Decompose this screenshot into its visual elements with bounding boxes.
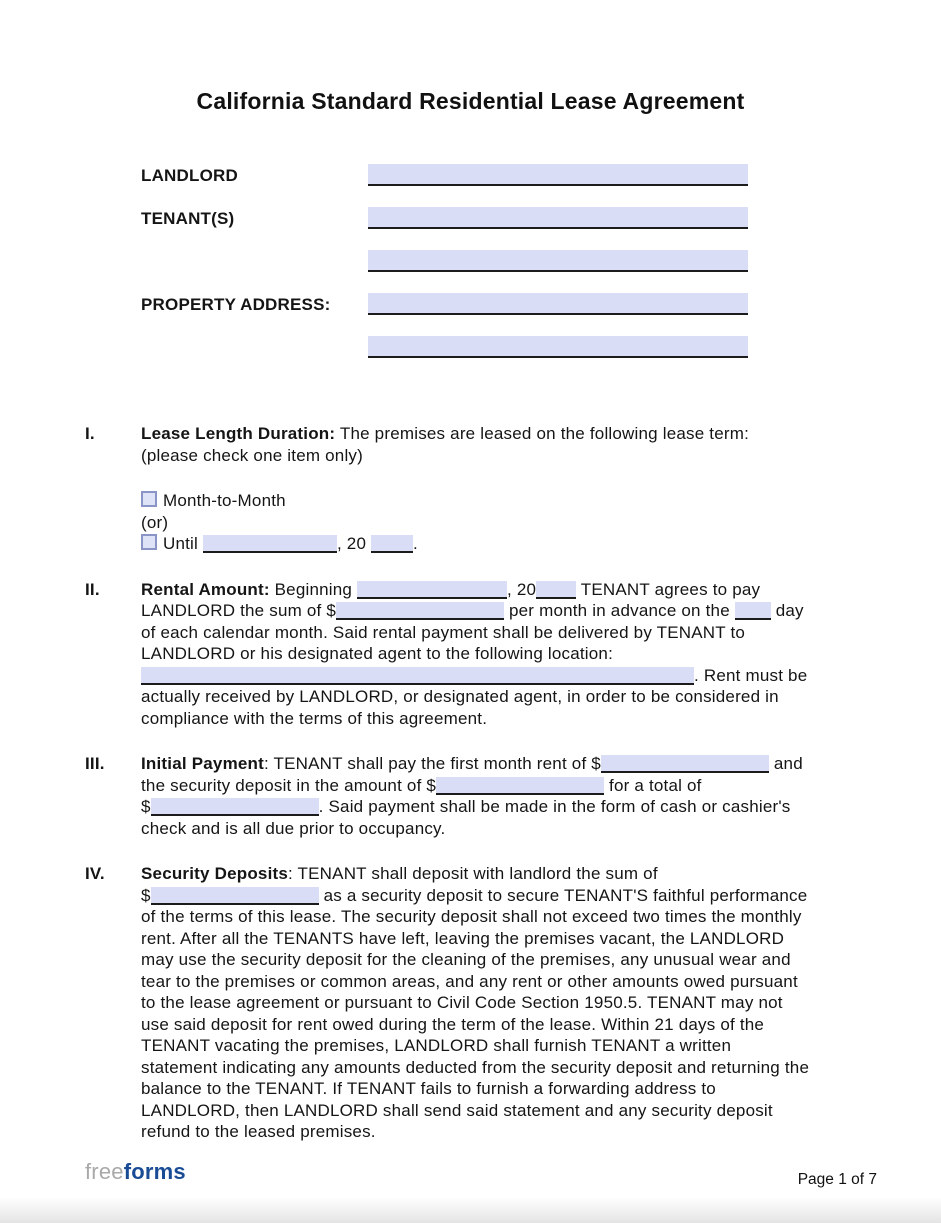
- bold-text-run: Security Deposits: [141, 864, 289, 883]
- text-line: [141, 1078, 856, 1100]
- page-title: California Standard Residential Lease Agreement: [196, 88, 745, 114]
- security-deposit-sum-field[interactable]: [151, 887, 319, 905]
- sections-block: [0, 423, 941, 1143]
- text-run: .: [413, 534, 418, 553]
- text-line: [141, 533, 856, 555]
- text-line: [141, 686, 856, 708]
- text-line: [141, 1100, 856, 1122]
- property-address-label: PROPERTY ADDRESS:: [141, 295, 331, 314]
- text-run: (or): [141, 512, 169, 532]
- text-line: [141, 906, 856, 928]
- text-line: [141, 1057, 856, 1079]
- text-line: [141, 423, 856, 445]
- text-run: , 20: [336, 534, 372, 553]
- text-run: TENANT agrees to pay: [576, 579, 761, 599]
- text-run: $: [141, 797, 151, 816]
- property-address-fields: [368, 293, 748, 379]
- until-year-field[interactable]: [371, 535, 413, 553]
- section-lease-length-duration: [0, 423, 941, 555]
- text-run: of the terms of this lease. The security deposit shall not exceed two times the monthly: [141, 907, 802, 926]
- text-run: The premises are leased on the following lease term:: [335, 424, 750, 443]
- rent-begin-year-field[interactable]: [536, 581, 576, 599]
- tenant-names-field-2[interactable]: [368, 250, 748, 272]
- section-content-lease-length-duration: [141, 423, 856, 555]
- text-run: : TENANT shall deposit with landlord the sum of: [288, 864, 658, 883]
- tenants-label: TENANT(S): [141, 209, 235, 228]
- section-content-security-deposits: [141, 863, 856, 1143]
- text-run: and: [768, 754, 803, 773]
- text-line: [141, 753, 856, 775]
- text-line: [141, 863, 856, 885]
- text-line: [141, 992, 856, 1014]
- bold-text-run: Lease Length Duration:: [141, 424, 336, 443]
- month-to-month-checkbox[interactable]: [141, 491, 157, 507]
- text-run: to the lease agreement or pursuant to Civil Code Section 1950.5. TENANT may not: [141, 993, 783, 1012]
- text-run: may use the security deposit for the cleaning of the premises, any unusual wear and: [141, 950, 791, 969]
- first-month-rent-field[interactable]: [601, 755, 769, 773]
- initial-security-deposit-field[interactable]: [436, 777, 604, 795]
- text-run: of each calendar month. Said rental payment shall be delivered by TENANT to: [141, 622, 746, 642]
- text-run: TENANT vacating the premises, LANDLORD shall furnish TENANT a written: [141, 1036, 732, 1055]
- text-line: [141, 796, 856, 818]
- section-content-initial-payment: [141, 753, 856, 839]
- text-run: use said deposit for rent owed during the term of the lease. Within 21 days of the: [141, 1014, 765, 1034]
- logo-forms-text: forms: [123, 1159, 186, 1184]
- text-run: balance to the TENANT. If TENANT fails to furnish a forwarding address to: [141, 1079, 716, 1098]
- text-run: $: [141, 885, 151, 905]
- text-run: as a security deposit to secure TENANT'S faithful performance: [318, 885, 808, 905]
- section-numeral-initial-payment: III.: [85, 754, 105, 773]
- text-run: . Rent must be: [694, 665, 808, 685]
- section-content-rental-amount: [141, 579, 856, 730]
- landlord-label: LANDLORD: [141, 166, 238, 185]
- text-run: refund to the leased premises.: [141, 1122, 376, 1141]
- text-line: [141, 885, 856, 907]
- text-run: statement indicating any amounts deducted from the security deposit and returning the: [141, 1057, 810, 1077]
- total-initial-payment-field[interactable]: [151, 798, 319, 816]
- text-line: [141, 466, 856, 490]
- text-run: per month in advance on the: [504, 601, 735, 620]
- rent-due-day-field[interactable]: [735, 602, 771, 620]
- text-run: Month-to-Month: [163, 491, 286, 510]
- text-line: [141, 490, 856, 512]
- text-line: [141, 928, 856, 950]
- text-run: Beginning: [269, 579, 357, 599]
- party-fields-block: [141, 164, 941, 379]
- text-run: LANDLORD the sum of $: [141, 601, 337, 620]
- text-run: tear to the premises or common areas, and any rent or other amounts owed pursuant: [141, 971, 798, 991]
- tenant-names-field-1[interactable]: [368, 207, 748, 229]
- section-numeral-rental-amount: II.: [85, 579, 100, 599]
- text-run: day: [770, 601, 804, 620]
- text-run: LANDLORD, then LANDLORD shall send said statement and any security deposit: [141, 1100, 773, 1120]
- property-address-field-1[interactable]: [368, 293, 748, 315]
- landlord-fields: [368, 164, 748, 207]
- text-line: [141, 579, 856, 601]
- text-run: check and is all due prior to occupancy.: [141, 818, 446, 838]
- section-numeral-lease-length-duration: I.: [85, 424, 95, 443]
- text-line: [141, 600, 856, 622]
- page-number-label: Page 1 of 7: [797, 1171, 877, 1188]
- text-run: rent. After all the TENANTS have left, leaving the premises vacant, the LANDLORD: [141, 928, 785, 948]
- text-line: [141, 1035, 856, 1057]
- text-line: [141, 708, 856, 730]
- text-line: [141, 512, 856, 534]
- text-run: compliance with the terms of this agreement.: [141, 708, 488, 728]
- section-initial-payment: [0, 753, 941, 839]
- party-row-tenants: [141, 207, 941, 293]
- text-line: [141, 971, 856, 993]
- bold-text-run: Initial Payment: [141, 754, 264, 773]
- section-rental-amount: [0, 579, 941, 730]
- payment-location-field[interactable]: [141, 667, 694, 685]
- landlord-name-field[interactable]: [368, 164, 748, 186]
- text-line: [141, 949, 856, 971]
- logo-free-text: free: [85, 1159, 124, 1184]
- text-line: [141, 643, 856, 665]
- tenants-fields: [368, 207, 748, 293]
- text-line: [141, 1121, 856, 1143]
- section-security-deposits: [0, 863, 941, 1143]
- rent-begin-date-field[interactable]: [357, 581, 507, 599]
- until-date-field[interactable]: [203, 535, 337, 553]
- text-line: [141, 818, 856, 840]
- text-run: (please check one item only): [141, 445, 363, 465]
- text-line: [141, 1014, 856, 1036]
- text-run: . Said payment shall be made in the form of cash or cashier's: [318, 797, 791, 816]
- text-line: [141, 622, 856, 644]
- rent-amount-field[interactable]: [336, 602, 504, 620]
- property-address-field-2[interactable]: [368, 336, 748, 358]
- text-run: Until: [163, 534, 203, 553]
- text-line: [141, 665, 856, 687]
- text-run: the security deposit in the amount of $: [141, 775, 437, 795]
- text-run: : TENANT shall pay the first month rent of $: [263, 754, 601, 773]
- party-row-landlord: [141, 164, 941, 207]
- text-line: [141, 445, 856, 467]
- bold-text-run: Rental Amount:: [141, 579, 270, 599]
- party-row-property-address: [141, 293, 941, 379]
- text-run: LANDLORD or his designated agent to the following location:: [141, 644, 614, 663]
- text-run: actually received by LANDLORD, or designated agent, in order to be considered in: [141, 687, 779, 706]
- text-line: [141, 775, 856, 797]
- freeforms-logo: [85, 1159, 186, 1185]
- text-run: , 20: [507, 579, 537, 599]
- until-checkbox[interactable]: [141, 534, 157, 550]
- text-run: for a total of: [604, 775, 702, 795]
- section-numeral-security-deposits: IV.: [85, 864, 105, 883]
